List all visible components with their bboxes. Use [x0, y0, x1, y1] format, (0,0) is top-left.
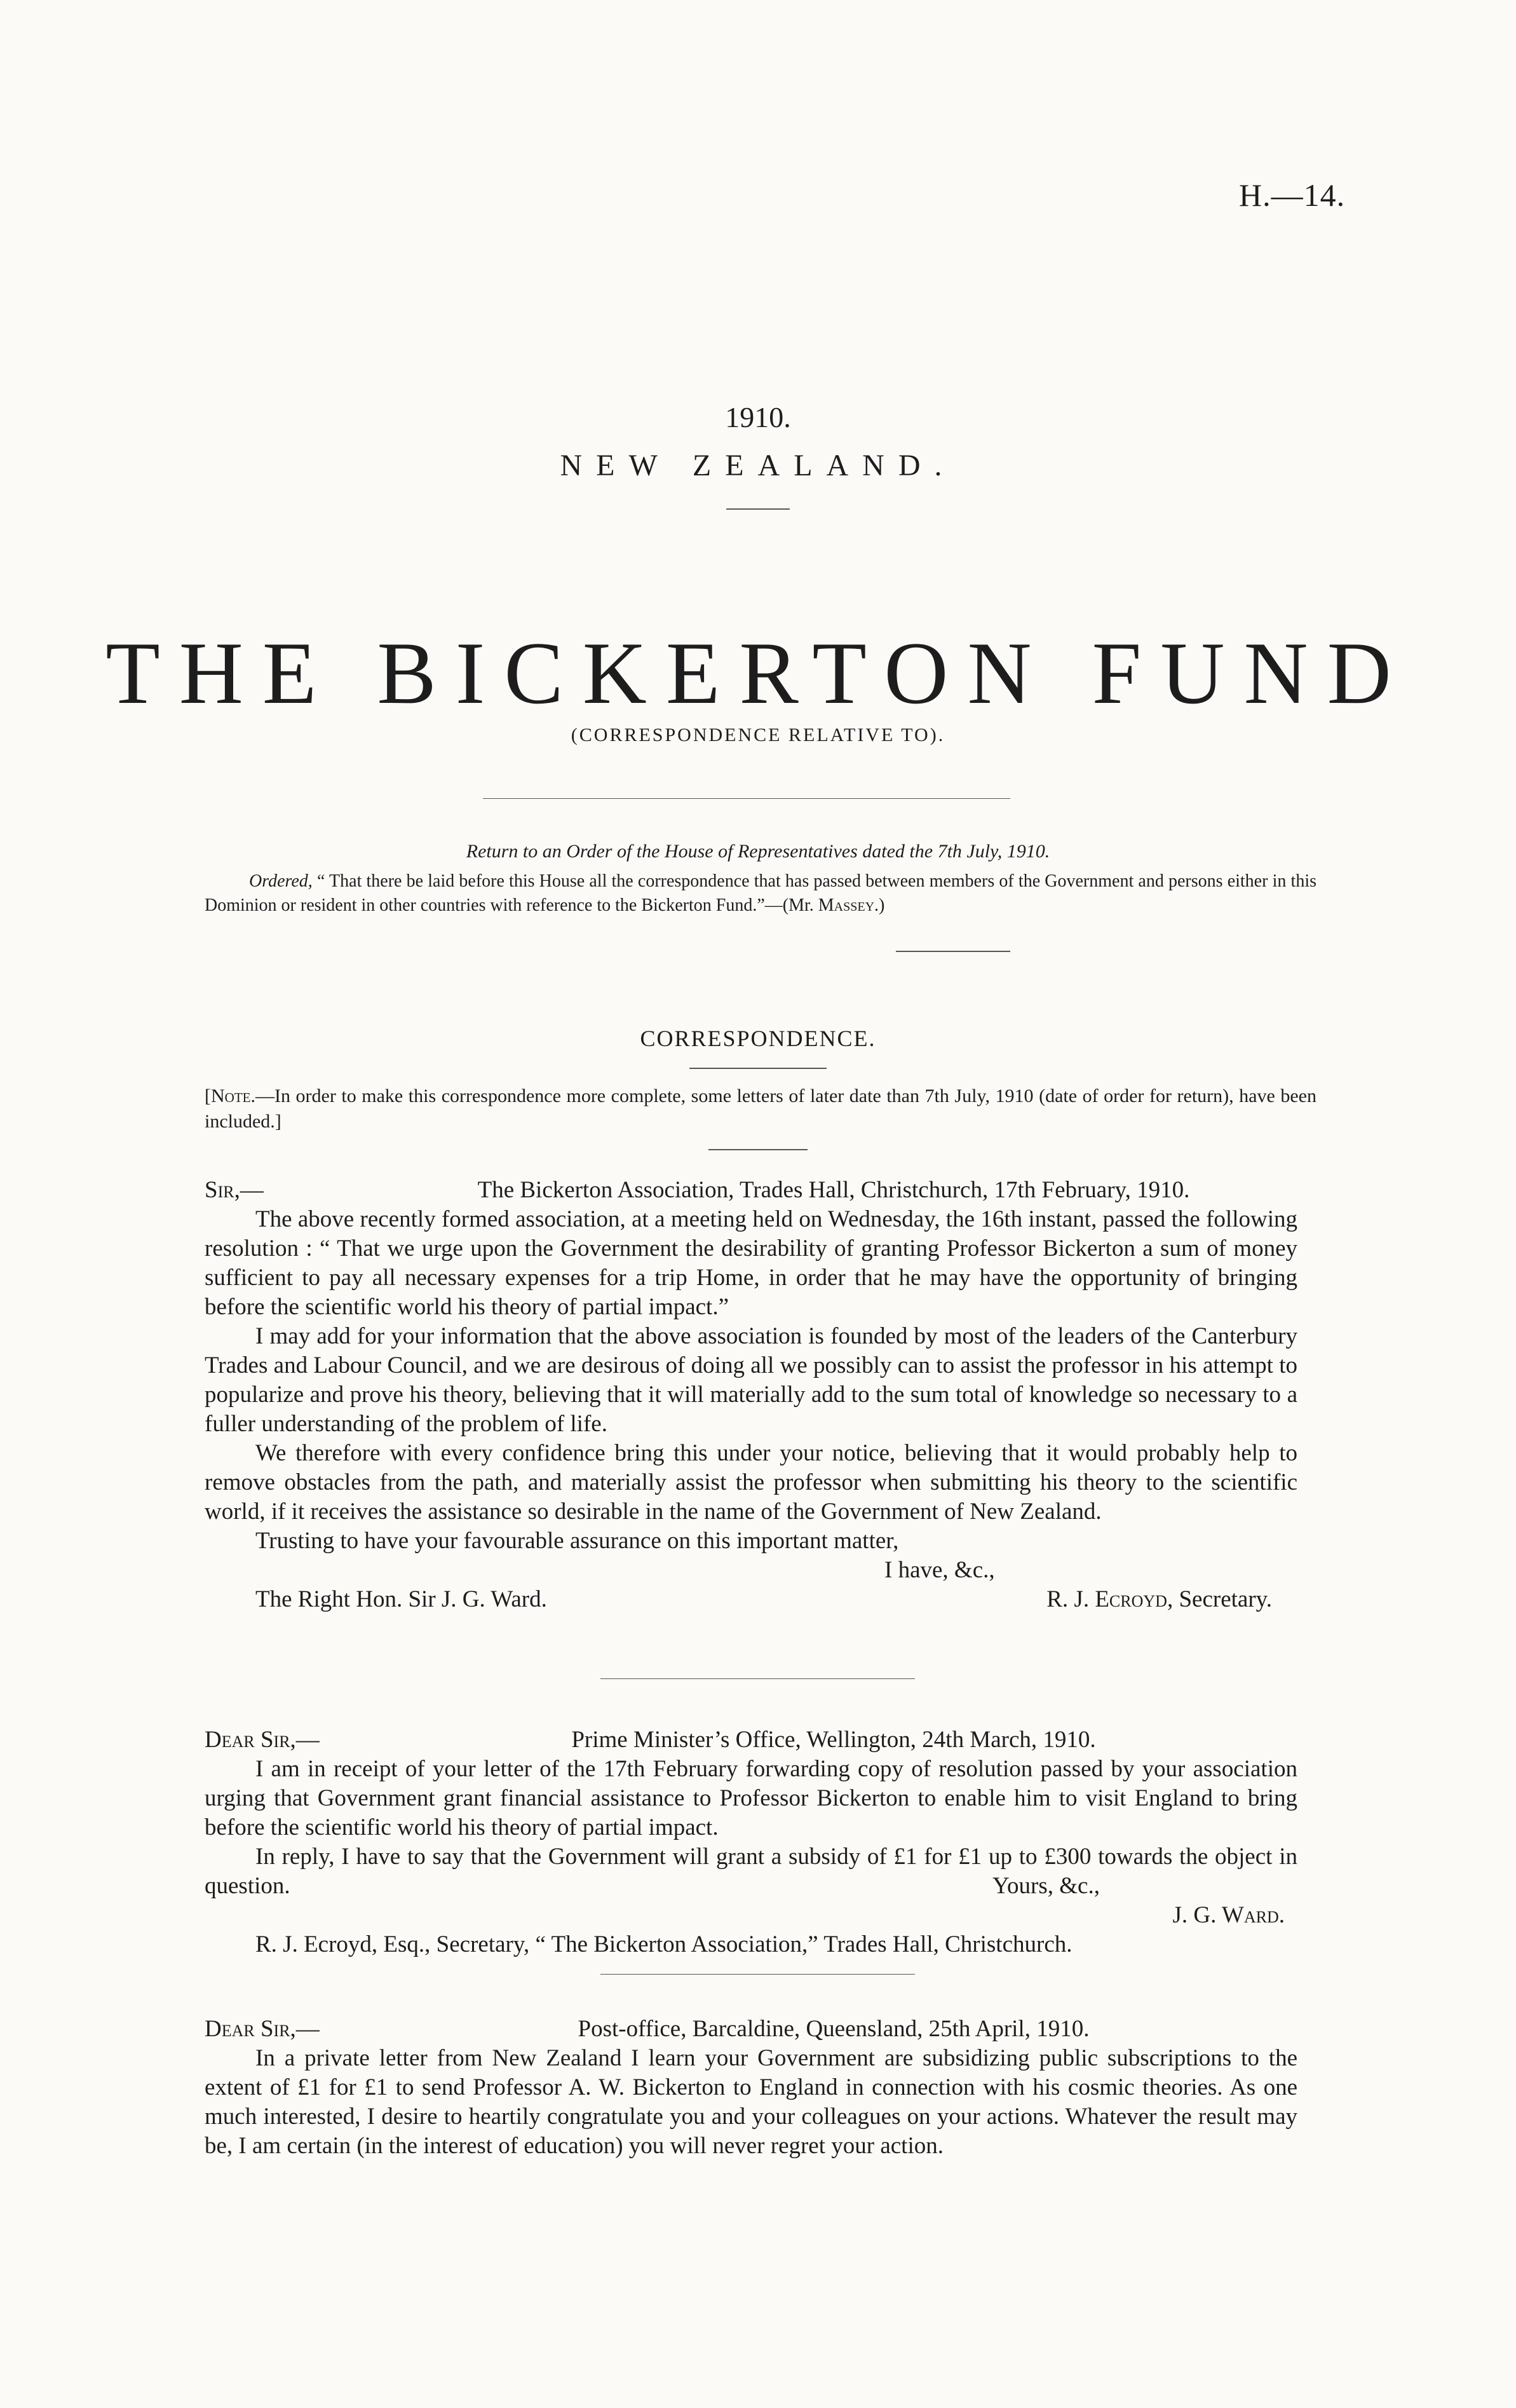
ordered-body: “ That there be laid before this House all the correspondence that has passed between members of the Government and persons either in this Dominion or resident in other countries with reference to the Bickerton Fund.”—(Mr.	[205, 871, 1316, 915]
letter-1	[205, 1176, 1297, 1614]
divider	[708, 1149, 808, 1150]
letter-1-paragraph: Trusting to have your favourable assurance on this important matter,	[255, 1528, 899, 1554]
mover-name: Massey	[818, 895, 875, 915]
letter-1-salutation: Sir,—	[205, 1177, 264, 1203]
letter-2-salutation: Dear Sir,—	[205, 1727, 320, 1753]
letter-1-paragraph: The above recently formed association, at a meeting held on Wednesday, the 16th instant, passed the following resolution : “ That we urge upon the Government the desirability of granting Professor Bickerton a sum of money sufficient to pay all necessary expenses for a trip Home, in order that he may have the opportunity of bringing before the scientific world his theory of partial impact.”	[205, 1206, 1297, 1320]
letter-3-address: Post-office, Barcaldine, Queensland, 25th April, 1910.	[578, 2016, 1090, 2042]
document-year: 1910.	[725, 401, 791, 433]
correspondence-heading: CORRESPONDENCE.	[640, 1026, 876, 1051]
note-text: —In order to make this correspondence more complete, some letters of later date than 7th July, 1910 (date of order for return), have been included.]	[205, 1085, 1316, 1132]
divider	[600, 1678, 915, 1679]
divider	[600, 1974, 915, 1975]
editorial-note: [Note.—In order to make this correspondence more complete, some letters of later date than 7th July, 1910 (date of order for return), have been included.]	[205, 1085, 1316, 1132]
order-text	[205, 869, 1316, 918]
return-order-line: Return to an Order of the House of Representatives dated the 7th July, 1910.	[466, 841, 1050, 862]
page-reference: H.—14.	[1239, 177, 1346, 213]
letter-1-paragraph: We therefore with every confidence bring this under your notice, believing that it would probably help to remove obstacles from the path, and materially assist the professor when submitting his theory to the scientific world, if it receives the assistance so desirable in the name of the Government of New Zealand.	[205, 1440, 1297, 1525]
divider	[483, 798, 1010, 799]
letter-1-signature-title: Secretary.	[1179, 1586, 1272, 1612]
divider	[896, 951, 1010, 952]
letter-1-address: The Bickerton Association, Trades Hall, Christchurch, 17th February, 1910.	[477, 1177, 1190, 1203]
letter-2-closing: Yours, &c.,	[992, 1873, 1100, 1899]
divider	[726, 508, 790, 510]
letter-3	[205, 2015, 1297, 2161]
letter-1-paragraph: I may add for your information that the above association is founded by most of the leaders of the Canterbury Trades and Labour Council, and we are desirous of doing all we possibly can to assist the professor in his attempt to popularize and prove his theory, believing that it will materially add to the sum total of knowledge so necessary to a fuller understanding of the problem of life.	[205, 1323, 1297, 1437]
letter-2-address: Prime Minister’s Office, Wellington, 24th March, 1910.	[571, 1727, 1096, 1753]
letter-2-paragraph: I am in receipt of your letter of the 17th February forwarding copy of resolution passed by your association urging that Government grant financial assistance to Professor Bickerton to enable him to visit England to bring before the scientific world his theory of partial impact.	[205, 1756, 1297, 1840]
note-label: Note.	[211, 1085, 255, 1106]
document-subtitle: (CORRESPONDENCE RELATIVE TO).	[571, 724, 945, 745]
letter-3-paragraph: In a private letter from New Zealand I learn your Government are subsidizing public subscriptions to the extent of £1 for £1 to send Professor A. W. Bickerton to England in connection with his cosmic theories. As one much interested, I desire to heartily congratulate you and your colleagues on your actions. Whatever the result may be, I am certain (in the interest of education) you will never regret your action.	[205, 2045, 1297, 2159]
letter-2-addressee: R. J. Ecroyd, Esq., Secretary, “ The Bickerton Association,” Trades Hall, Christchurch.	[255, 1931, 1073, 1957]
letter-2	[205, 1725, 1297, 1959]
letter-1-addressee: The Right Hon. Sir J. G. Ward.	[255, 1586, 547, 1612]
divider	[689, 1068, 827, 1069]
letter-2-reply-text: In reply, I have to say that the Government will grant a subsidy of £1 for £1 up to £300 towards the object in question.	[205, 1844, 1297, 1899]
document-country: NEW ZEALAND.	[560, 449, 956, 482]
letter-1-signature-name: R. J. Ecroyd,	[1046, 1586, 1174, 1612]
letter-1-closing: I have, &c.,	[884, 1557, 995, 1583]
ordered-end: .)	[874, 895, 885, 915]
ordered-label: Ordered,	[249, 871, 313, 891]
letter-2-signature: J. G. Ward.	[1172, 1902, 1285, 1928]
document-title: THE BICKERTON FUND	[105, 624, 1411, 723]
letter-3-salutation: Dear Sir,—	[205, 2016, 320, 2042]
